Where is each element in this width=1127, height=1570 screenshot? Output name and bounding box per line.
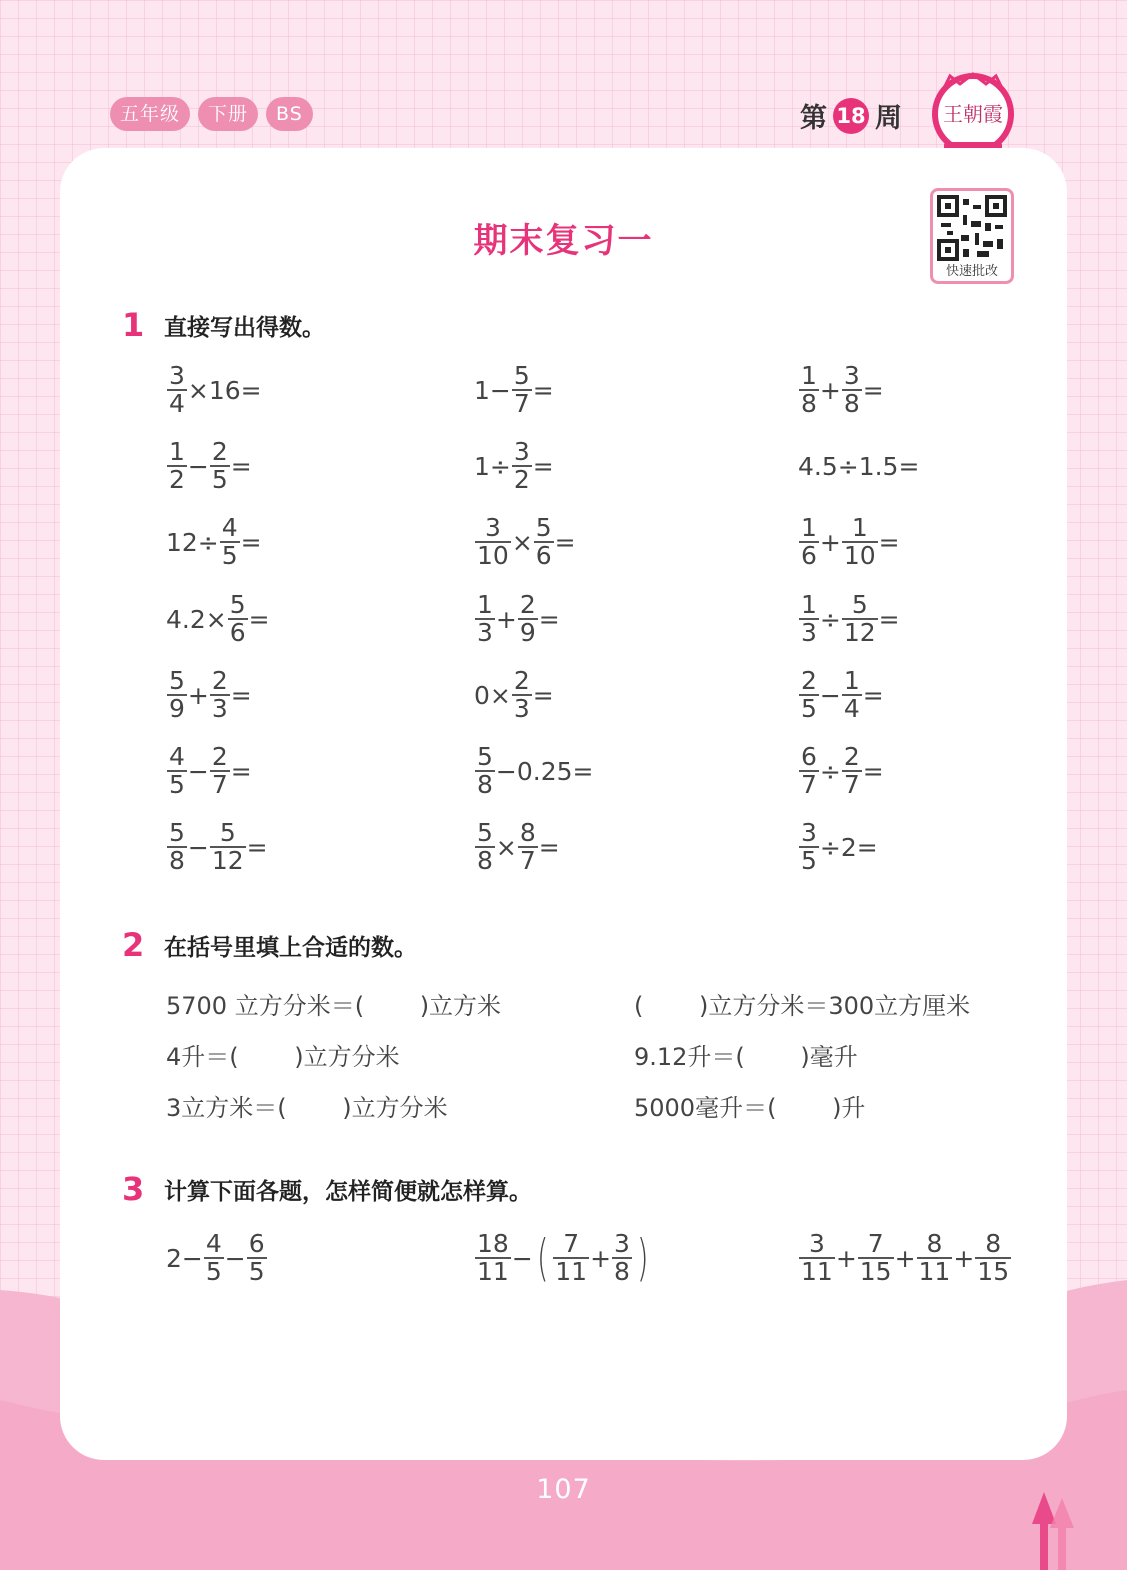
volume-tag: 下册 [198, 97, 258, 131]
oral-calc-item [798, 817, 878, 877]
oral-calc-item [166, 360, 262, 420]
operator: = [878, 604, 900, 634]
week-prefix: 第 [800, 103, 827, 134]
numerator: 18 [477, 1229, 509, 1258]
numerator: 7 [563, 1229, 580, 1258]
oral-calc-item [474, 512, 576, 572]
oral-calc-item [798, 589, 900, 649]
section-3-title: 计算下面各题，怎样简便就怎样算。 [164, 1178, 532, 1205]
operator: − [187, 756, 209, 786]
numerator: 5 [477, 742, 493, 771]
section-3-number: 3 [122, 1170, 145, 1208]
oral-calc-item [166, 817, 268, 877]
fill-item: 5700 立方分米＝( )立方米 [166, 992, 502, 1020]
denominator: 5 [221, 541, 238, 570]
numerator: 1 [801, 361, 817, 390]
fraction [975, 1231, 1011, 1285]
numerator: 1 [843, 666, 860, 695]
denominator: 12 [211, 846, 244, 875]
expr-prefix: 12÷ [166, 527, 219, 557]
numerator: 3 [801, 818, 817, 847]
operator: + [835, 1243, 857, 1273]
numerator: 2 [211, 742, 228, 771]
denominator: 8 [169, 846, 185, 875]
numerator: 4 [221, 513, 238, 542]
week-number: 18 [833, 98, 869, 134]
operator: × [495, 832, 517, 862]
operator: + [590, 1243, 612, 1273]
oral-calc-item [166, 589, 270, 649]
denominator: 6 [535, 541, 552, 570]
fraction [858, 1231, 894, 1285]
svg-text:王朝霞: 王朝霞 [943, 102, 1003, 126]
denominator: 11 [555, 1257, 588, 1286]
operator: − [511, 1243, 533, 1273]
operator: ÷ [819, 604, 841, 634]
fraction [799, 668, 819, 722]
fraction [475, 515, 511, 569]
numerator: 2 [513, 666, 530, 695]
fraction [167, 668, 187, 722]
operator: = [230, 756, 252, 786]
fraction [475, 592, 495, 646]
operator: = [862, 375, 884, 405]
arrow-decoration-icon [1028, 1488, 1078, 1570]
numerator: 5 [477, 818, 493, 847]
page-title: 期末复习一 [473, 221, 654, 261]
operator: ÷ [819, 756, 841, 786]
fill-item: 9.12升＝( )毫升 [634, 1043, 858, 1071]
edition-tag: BS [266, 97, 313, 131]
calc-expression-1 [166, 1228, 268, 1288]
denominator: 5 [205, 1257, 222, 1286]
expr-prefix: 1÷ [474, 451, 511, 481]
operator: = [230, 680, 252, 710]
fraction [842, 363, 862, 417]
operator: + [819, 375, 841, 405]
qr-icon [937, 195, 1007, 261]
fraction [842, 744, 862, 798]
oral-calc-item [474, 665, 554, 725]
grade-tags [110, 97, 313, 131]
denominator: 9 [169, 694, 185, 723]
fraction [518, 820, 538, 874]
operator: = [532, 680, 554, 710]
qr-code[interactable] [930, 188, 1014, 284]
section-2-number: 2 [122, 926, 145, 964]
denominator: 7 [519, 846, 536, 875]
week-suffix: 周 [875, 103, 902, 134]
fraction [512, 439, 532, 493]
numerator: 1 [477, 590, 493, 619]
close-paren: ) [636, 1229, 649, 1287]
grade-tag: 五年级 [110, 97, 190, 131]
numerator: 3 [513, 437, 530, 466]
denominator: 4 [843, 694, 860, 723]
oral-calc-item [798, 741, 884, 801]
operator: + [187, 680, 209, 710]
denominator: 8 [614, 1257, 630, 1286]
fill-item: 5000毫升＝( )升 [634, 1094, 866, 1122]
numerator: 4 [169, 742, 185, 771]
expr-prefix: 2− [166, 1243, 203, 1273]
numerator: 5 [513, 361, 530, 390]
fraction [228, 592, 248, 646]
denominator: 3 [211, 694, 228, 723]
denominator: 5 [248, 1257, 265, 1286]
numerator: 2 [211, 437, 228, 466]
denominator: 3 [513, 694, 530, 723]
section-1-heading [122, 306, 325, 344]
fraction [799, 592, 819, 646]
fraction [534, 515, 554, 569]
denominator: 7 [513, 389, 530, 418]
numerator: 1 [801, 513, 817, 542]
numerator: 6 [248, 1229, 265, 1258]
section-3-heading [122, 1170, 532, 1208]
oral-calc-item [474, 589, 560, 649]
oral-calc-item [474, 436, 554, 496]
fraction [475, 1231, 511, 1285]
numerator: 5 [535, 513, 552, 542]
numerator: 8 [985, 1229, 1002, 1258]
fill-item: ( )立方分米＝300立方厘米 [634, 992, 971, 1020]
operator: = [532, 375, 554, 405]
denominator: 12 [843, 618, 876, 647]
numerator: 5 [851, 590, 868, 619]
operator: ×16= [187, 375, 262, 405]
oral-calc-item [798, 436, 919, 496]
expr-prefix: 0× [474, 680, 511, 710]
numerator: 8 [926, 1229, 943, 1258]
fraction [247, 1231, 267, 1285]
oral-calc-item [166, 512, 262, 572]
numerator: 4 [205, 1229, 222, 1258]
fraction [553, 1231, 589, 1285]
operator: −0.25= [495, 756, 594, 786]
fraction [518, 592, 538, 646]
numerator: 1 [851, 513, 868, 542]
fraction [220, 515, 240, 569]
oral-calc-item [798, 512, 900, 572]
denominator: 7 [843, 770, 860, 799]
denominator: 5 [801, 846, 817, 875]
operator: = [240, 527, 262, 557]
denominator: 5 [169, 770, 185, 799]
oral-calc-item [166, 741, 252, 801]
oral-calc-item [474, 817, 560, 877]
denominator: 8 [843, 389, 860, 418]
denominator: 11 [801, 1257, 833, 1286]
denominator: 11 [918, 1257, 951, 1286]
oral-calc-item [474, 360, 554, 420]
fraction [167, 439, 187, 493]
denominator: 3 [477, 618, 493, 647]
operator: + [894, 1243, 916, 1273]
fraction [512, 668, 532, 722]
operator: × [511, 527, 533, 557]
numerator: 2 [519, 590, 536, 619]
denominator: 6 [801, 541, 817, 570]
operator: + [953, 1243, 975, 1273]
section-2-title: 在括号里填上合适的数。 [164, 934, 417, 961]
operator: = [554, 527, 576, 557]
numerator: 2 [211, 666, 228, 695]
denominator: 5 [211, 465, 228, 494]
denominator: 6 [229, 618, 246, 647]
numerator: 3 [808, 1229, 825, 1258]
denominator: 2 [513, 465, 530, 494]
fraction [842, 515, 878, 569]
fraction [210, 820, 246, 874]
fraction [204, 1231, 224, 1285]
numerator: 3 [843, 361, 860, 390]
operator: − [819, 680, 841, 710]
operator: = [532, 451, 554, 481]
open-paren: ( [536, 1229, 549, 1287]
operator: = [538, 832, 560, 862]
operator: = [862, 680, 884, 710]
numerator: 1 [801, 590, 817, 619]
numerator: 8 [519, 818, 536, 847]
oral-calc-item [798, 665, 884, 725]
calc-expression-2 [474, 1228, 652, 1288]
denominator: 4 [169, 389, 185, 418]
fraction [210, 439, 230, 493]
week-indicator [800, 96, 902, 135]
fraction [612, 1231, 632, 1285]
fill-item: 4升＝( )立方分米 [166, 1043, 400, 1071]
operator: = [862, 756, 884, 786]
fraction [842, 592, 878, 646]
fraction [917, 1231, 953, 1285]
operator: − [187, 451, 209, 481]
denominator: 9 [519, 618, 536, 647]
expr-prefix: 4.5÷1.5= [798, 451, 920, 481]
denominator: 8 [477, 770, 493, 799]
expr-prefix: 4.2× [166, 604, 227, 634]
denominator: 2 [169, 465, 185, 494]
oral-calc-item [166, 665, 252, 725]
fraction [167, 363, 187, 417]
denominator: 15 [859, 1257, 892, 1286]
fraction [799, 820, 819, 874]
section-1-number: 1 [122, 306, 145, 344]
qr-label: 快速批改 [945, 264, 998, 279]
operator: = [538, 604, 560, 634]
denominator: 7 [211, 770, 228, 799]
denominator: 5 [801, 694, 817, 723]
page-number: 107 [536, 1474, 591, 1505]
operator: + [495, 604, 517, 634]
numerator: 1 [169, 437, 185, 466]
fraction [475, 744, 495, 798]
operator: − [224, 1243, 246, 1273]
numerator: 3 [169, 361, 185, 390]
denominator: 10 [477, 541, 509, 570]
fraction [799, 363, 819, 417]
operator: = [230, 451, 252, 481]
denominator: 11 [477, 1257, 509, 1286]
fraction [799, 515, 819, 569]
denominator: 15 [977, 1257, 1010, 1286]
fraction [512, 363, 532, 417]
section-2-heading [122, 926, 417, 964]
denominator: 3 [801, 618, 817, 647]
operator: = [878, 527, 900, 557]
oral-calc-item [798, 360, 884, 420]
denominator: 7 [801, 770, 817, 799]
expr-prefix: 1− [474, 375, 511, 405]
fraction [842, 668, 862, 722]
numerator: 3 [484, 513, 501, 542]
numerator: 7 [867, 1229, 884, 1258]
operator: = [248, 604, 270, 634]
fraction [799, 744, 819, 798]
operator: = [246, 832, 268, 862]
numerator: 3 [614, 1229, 630, 1258]
fill-item: 3立方米＝( )立方分米 [166, 1094, 448, 1122]
section-1-title: 直接写出得数。 [164, 314, 325, 341]
calc-expression-3 [798, 1228, 1012, 1288]
fraction [475, 820, 495, 874]
numerator: 5 [169, 818, 185, 847]
numerator: 5 [229, 590, 246, 619]
denominator: 8 [801, 389, 817, 418]
fraction [210, 744, 230, 798]
fraction [210, 668, 230, 722]
denominator: 10 [843, 541, 876, 570]
denominator: 8 [477, 846, 493, 875]
numerator: 2 [801, 666, 817, 695]
operator: ÷2= [819, 832, 878, 862]
operator: + [819, 527, 841, 557]
fraction [167, 744, 187, 798]
numerator: 5 [219, 818, 236, 847]
numerator: 2 [843, 742, 860, 771]
operator: − [187, 832, 209, 862]
fraction [167, 820, 187, 874]
oral-calc-item [474, 741, 593, 801]
oral-calc-item [166, 436, 252, 496]
numerator: 5 [169, 666, 185, 695]
numerator: 6 [801, 742, 817, 771]
fraction [799, 1231, 835, 1285]
